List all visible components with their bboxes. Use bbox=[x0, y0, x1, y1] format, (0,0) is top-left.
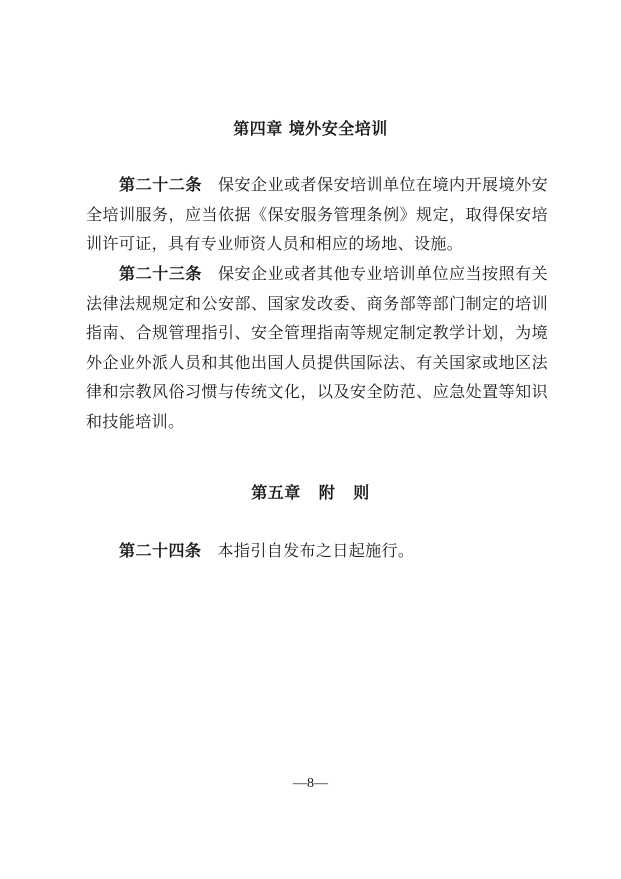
chapter-5-word-2: 则 bbox=[353, 483, 370, 502]
article-22 bbox=[86, 170, 548, 259]
chapter-5-word-1: 附 bbox=[318, 483, 336, 502]
article-24 bbox=[86, 536, 548, 566]
article-23-label: 第二十三条 bbox=[119, 264, 203, 283]
chapter-5-title bbox=[0, 480, 621, 503]
article-23 bbox=[86, 259, 548, 436]
chapter-5-number: 第五章 bbox=[251, 483, 301, 502]
article-24-label: 第二十四条 bbox=[119, 541, 202, 560]
article-22-label: 第二十二条 bbox=[119, 175, 203, 194]
article-23-text: 保安企业或者其他专业培训单位应当按照有关法律法规规定和公安部、国家发改委、商务部等部门制定的培训指南、合规管理指引、安全管理指南等规定制定教学计划，为境外企业外派人员和其他出国人员提供国际法、有关国家或地区法律和宗教风俗习惯与传统文化，以及安全防范、应急处置等知识和技能培训。 bbox=[86, 264, 548, 431]
chapter-4-title: 第四章 境外安全培训 bbox=[233, 119, 388, 138]
article-22-text: 保安企业或者保安培训单位在境内开展境外安全培训服务，应当依据《保安服务管理条例》规定，取得保安培训许可证，具有专业师资人员和相应的场地、设施。 bbox=[86, 175, 548, 253]
page-number: —8— bbox=[293, 776, 328, 791]
article-24-text: 本指引自发布之日起施行。 bbox=[217, 541, 415, 560]
